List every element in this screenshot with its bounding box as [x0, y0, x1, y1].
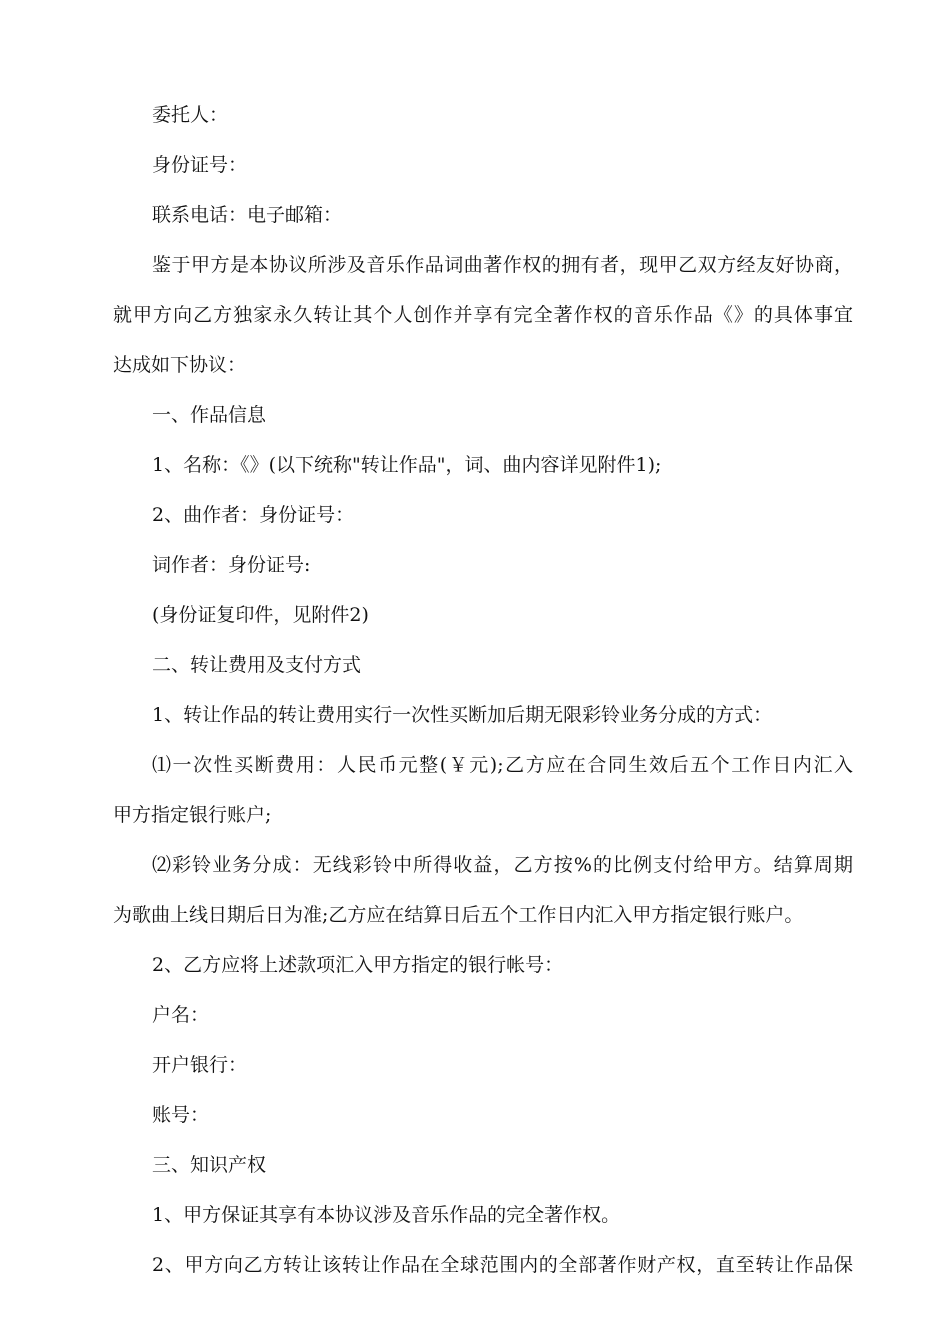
lump-sum-clause-line-1: ⑴一次性买断费用：人民币元整(￥元);乙方应在合同生效后五个工作日内汇入 [152, 754, 853, 776]
lyricist-clause: 词作者：身份证号: [152, 554, 311, 576]
account-name-label: 户名： [152, 1004, 210, 1026]
section-heading-ip: 三、知识产权 [152, 1154, 267, 1176]
fee-method-clause: 1、转让作品的转让费用实行一次性买断加后期无限彩铃业务分成的方式： [152, 704, 773, 726]
section-heading-fees: 二、转让费用及支付方式 [152, 654, 362, 676]
bank-name-label: 开户银行： [152, 1054, 248, 1076]
client-label: 委托人： [152, 104, 229, 126]
composer-clause: 2、曲作者：身份证号： [152, 504, 355, 526]
ip-clause-1: 1、甲方保证其享有本协议涉及音乐作品的完全著作权。 [152, 1204, 621, 1226]
id-copy-note: (身份证复印件，见附件2) [152, 604, 369, 626]
preamble-line-3: 达成如下协议： [113, 354, 247, 376]
preamble-line-2: 就甲方向乙方独家永久转让其个人创作并享有完全著作权的音乐作品《》的具体事宜 [113, 304, 853, 326]
ringtone-share-clause-line-1: ⑵彩铃业务分成：无线彩铃中所得收益，乙方按%的比例支付给甲方。结算周期 [152, 854, 853, 876]
work-name-clause: 1、名称：《》(以下统称"转让作品"，词、曲内容详见附件1); [152, 454, 662, 476]
section-heading-work-info: 一、作品信息 [152, 404, 267, 426]
id-number-label: 身份证号： [152, 154, 248, 176]
account-number-label: 账号： [152, 1104, 210, 1126]
lump-sum-clause-line-2: 甲方指定银行账户; [113, 804, 272, 826]
ringtone-share-clause-line-2: 为歌曲上线日期后日为准;乙方应在结算日后五个工作日内汇入甲方指定银行账户。 [113, 904, 804, 926]
preamble-line-1: 鉴于甲方是本协议所涉及音乐作品词曲著作权的拥有者，现甲乙双方经友好协商， [152, 254, 853, 276]
bank-account-clause: 2、乙方应将上述款项汇入甲方指定的银行帐号： [152, 954, 564, 976]
ip-clause-2: 2、甲方向乙方转让该转让作品在全球范围内的全部著作财产权，直至转让作品保 [152, 1254, 853, 1276]
contact-label: 联系电话：电子邮箱： [152, 204, 343, 226]
